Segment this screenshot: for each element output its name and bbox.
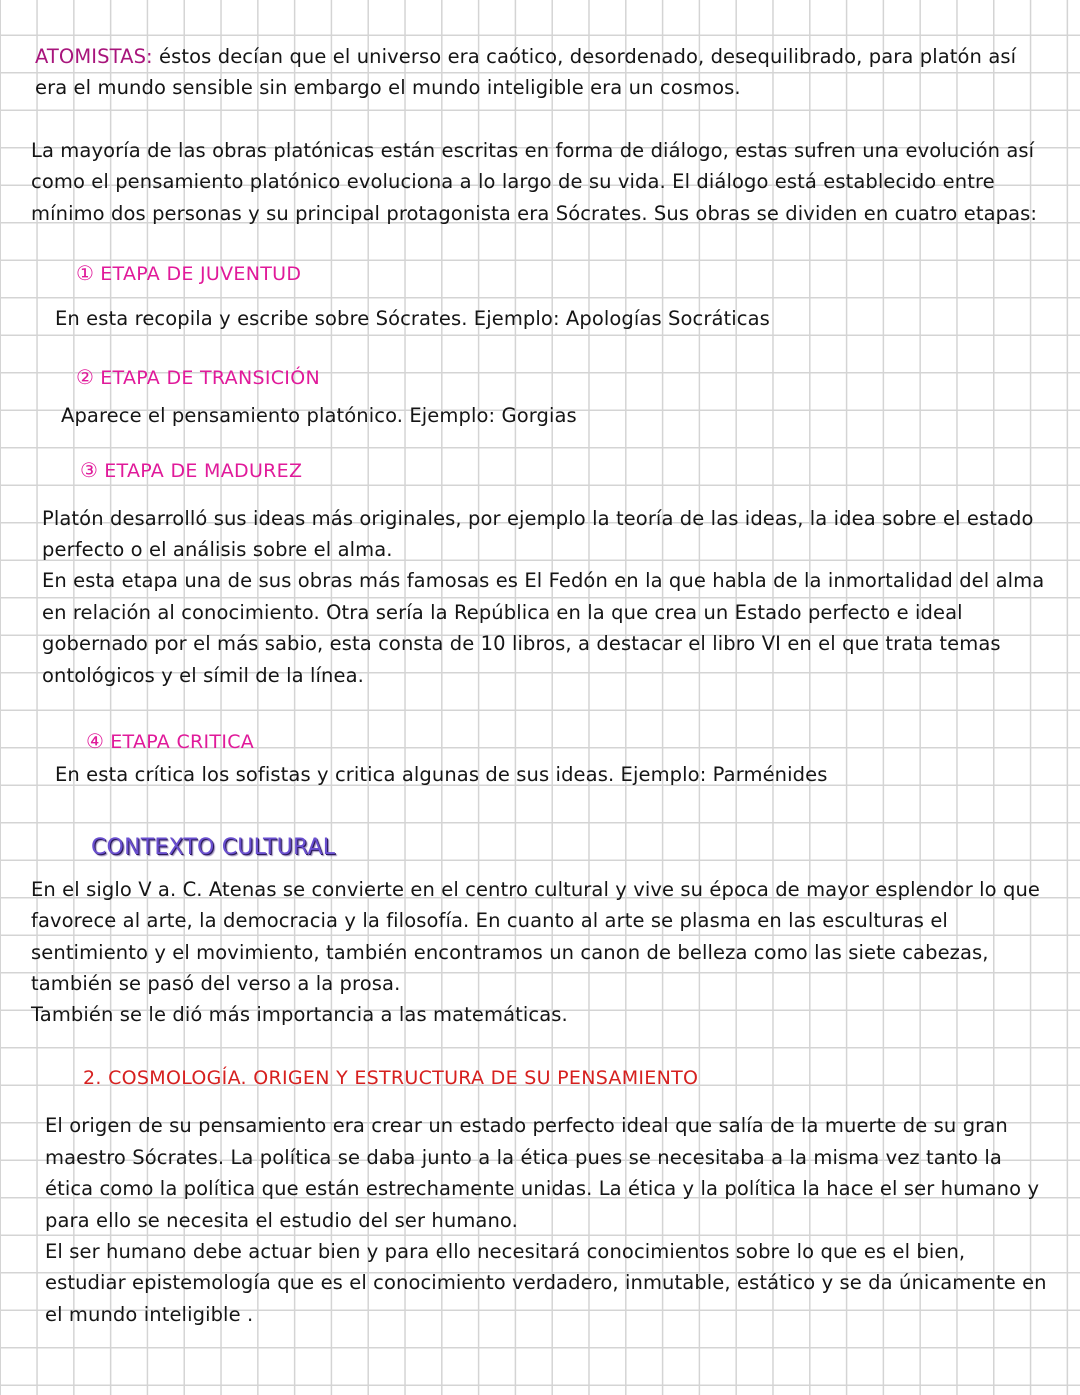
circled-number-1-icon: ① [76, 261, 95, 285]
stage-title: ETAPA DE MADUREZ [104, 460, 303, 482]
stage-heading-critica [86, 729, 254, 754]
section-heading-contexto-cultural: CONTEXTO CULTURAL [91, 835, 336, 860]
stage-title: ETAPA CRITICA [110, 731, 255, 753]
context-line-2: favorece al arte, la democracia y la filosofía. En cuanto al arte se plasma en las esculturas el [31, 909, 948, 932]
stage-2-text: Aparece el pensamiento platónico. Ejemplo: Gorgias [61, 404, 577, 427]
stage-heading-transicion [76, 365, 320, 390]
stage-3-line-6: ontológicos y el símil de la línea. [42, 664, 364, 687]
stage-3-line-5: gobernado por el más sabio, esta consta de 10 libros, a destacar el libro VI en el que trata temas [42, 632, 1001, 655]
stage-title: ETAPA DE TRANSICIÓN [100, 367, 320, 389]
stage-3-line-1: Platón desarrolló sus ideas más originales, por ejemplo la teoría de las ideas, la idea sobre el estado [42, 507, 1034, 530]
cosmology-line-3: ética como la política que están estrechamente unidas. La ética y la política la hace el ser humano y [45, 1177, 1040, 1200]
stage-heading-madurez [80, 458, 302, 483]
section-heading-cosmologia: 2. COSMOLOGÍA. ORIGEN Y ESTRUCTURA DE SU PENSAMIENTO [83, 1067, 699, 1089]
circled-number-4-icon: ④ [86, 729, 105, 753]
cosmology-line-7: el mundo inteligible . [45, 1303, 254, 1326]
stage-3-line-2: perfecto o el análisis sobre el alma. [42, 538, 393, 561]
stage-title: ETAPA DE JUVENTUD [100, 263, 302, 285]
context-line-3: sentimiento y el movimiento, también encontramos un canon de belleza como las siete cabezas, [31, 941, 989, 964]
cosmology-line-5: El ser humano debe actuar bien y para ello necesitará conocimientos sobre lo que es el bien, [45, 1240, 966, 1263]
cosmology-line-4: para ello se necesita el estudio del ser humano. [45, 1209, 518, 1232]
intro-line-3: mínimo dos personas y su principal protagonista era Sócrates. Sus obras se dividen en cuatro etapas: [31, 202, 1038, 225]
cosmology-line-6: estudiar epistemología que es el conocimiento verdadero, inmutable, estático y se da únicamente en [45, 1271, 1047, 1294]
stage-heading-juventud [76, 261, 301, 286]
circled-number-3-icon: ③ [80, 458, 99, 482]
stage-3-line-3: En esta etapa una de sus obras más famosas es El Fedón en la que habla de la inmortalidad del alma [42, 569, 1045, 592]
stage-1-text: En esta recopila y escribe sobre Sócrates. Ejemplo: Apologías Socráticas [55, 307, 770, 330]
stage-3-line-4: en relación al conocimiento. Otra sería la República en la que crea un Estado perfecto e ideal [42, 601, 963, 624]
atomistas-line-2: era el mundo sensible sin embargo el mundo inteligible era un cosmos. [35, 76, 741, 99]
atomistas-line-1 [35, 45, 1016, 69]
circled-number-2-icon: ② [76, 365, 95, 389]
intro-line-1: La mayoría de las obras platónicas están escritas en forma de diálogo, estas sufren una evolución así [31, 139, 1035, 162]
cosmology-line-2: maestro Sócrates. La política se daba junto a la ética pues se necesitaba a la misma vez tanto la [45, 1146, 1002, 1169]
context-line-5: También se le dió más importancia a las matemáticas. [31, 1003, 568, 1026]
cosmology-line-1: El origen de su pensamiento era crear un estado perfecto ideal que salía de la muerte de su gran [45, 1114, 1008, 1137]
atomistas-label: ATOMISTAS: [35, 45, 153, 68]
stage-4-text: En esta crítica los sofistas y critica algunas de sus ideas. Ejemplo: Parménides [55, 763, 828, 786]
context-line-1: En el siglo V a. C. Atenas se convierte en el centro cultural y vive su época de mayor esplendor lo que [31, 878, 1041, 901]
intro-line-2: como el pensamiento platónico evoluciona a lo largo de su vida. El diálogo está establecido entre [31, 170, 995, 193]
atomistas-text: éstos decían que el universo era caótico, desordenado, desequilibrado, para platón así [152, 45, 1017, 68]
context-line-4: también se pasó del verso a la prosa. [31, 972, 401, 995]
